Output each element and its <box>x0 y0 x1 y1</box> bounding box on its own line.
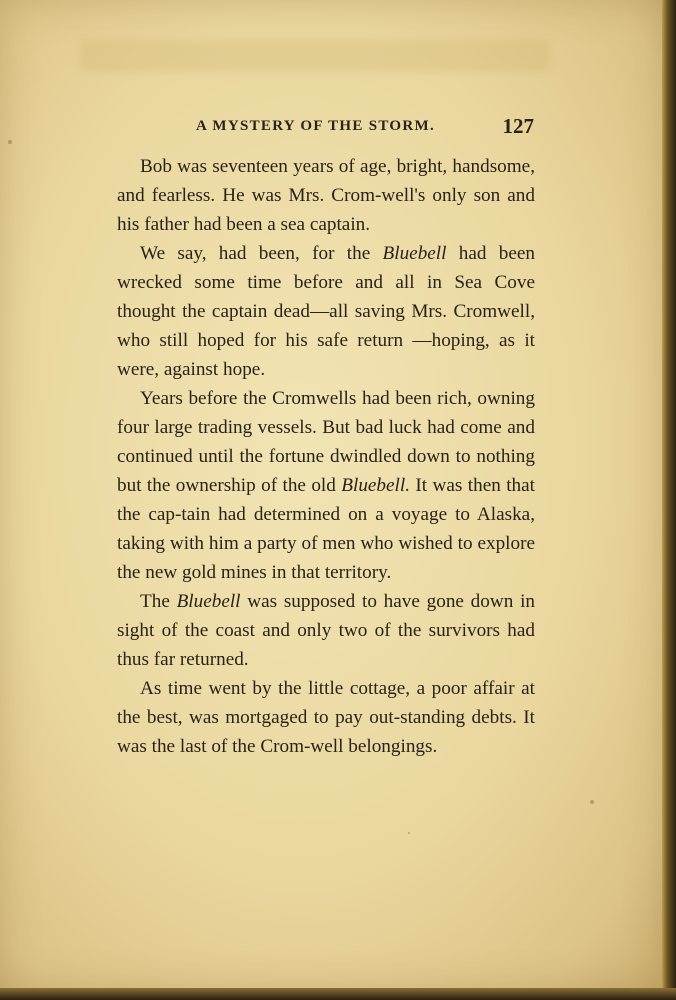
text-run: was supposed to have gone down in sight of the coast and only two of the survivors had thus far returned. <box>117 591 535 670</box>
text-run: The <box>140 591 177 612</box>
text-run: It was then that the cap-tain had determined on a voyage to Alaska, taking with him a party of men who wished to explore the new gold mines in that territory. <box>117 475 535 583</box>
book-spine-edge <box>662 0 676 1000</box>
running-title: A MYSTERY OF THE STORM. <box>196 118 435 134</box>
paragraph <box>117 384 535 587</box>
paragraph <box>117 152 535 239</box>
paragraph <box>117 587 535 674</box>
paper-speck <box>590 800 594 804</box>
book-bottom-edge <box>0 988 676 1000</box>
text-run: As time went by the little cottage, a poor affair at the best, was mortgaged to pay out-standing debts. It was the last of the Crom-well belongings. <box>117 678 535 757</box>
paragraph <box>117 239 535 384</box>
body-text <box>117 152 535 761</box>
paper-speck <box>408 832 410 834</box>
page-header <box>118 116 536 140</box>
text-run: Years before the Cromwells had been rich, owning four large trading vessels. But bad luck had come and continued until the fortune dwindled down to nothing but the ownership of the old <box>117 388 535 496</box>
ship-name: Bluebell. <box>341 475 410 496</box>
text-run: had been wrecked some time before and all in Sea Cove thought the captain dead—all saving Mrs. Cromwell, who still hoped for his safe return —hoping, as it were, against hope. <box>117 243 535 380</box>
ship-name: Bluebell <box>176 591 241 612</box>
page-number: 127 <box>502 114 534 138</box>
text-run: We say, had been, for the <box>140 243 383 264</box>
paragraph <box>117 674 535 761</box>
text-run: Bob was seventeen years of age, bright, handsome, and fearless. He was Mrs. Crom-well's only son and his father had been a sea captain. <box>117 156 535 235</box>
ship-name: Bluebell <box>382 243 447 264</box>
paper-stain <box>80 40 550 72</box>
paper-speck <box>8 140 12 144</box>
